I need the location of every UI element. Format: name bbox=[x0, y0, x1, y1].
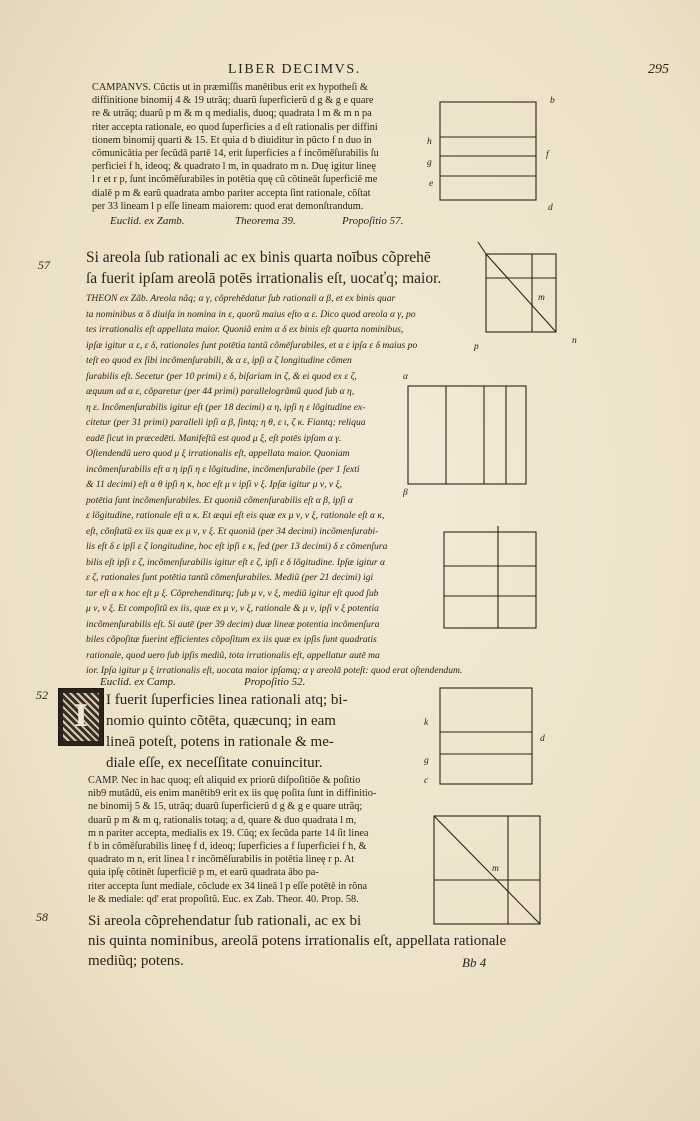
text-line: cõmunicātia per ſecũdā partē 14, erit ſuperficies a f incõmēſurabilis ſu bbox=[92, 148, 379, 160]
figure-4-diagram bbox=[436, 518, 556, 636]
text-line: lineā poteſt, potens in rationale & me- bbox=[106, 734, 334, 750]
text-line: ipſæ igitur α ε, ε δ, rationales ſunt potētia tantũ cõmēſurabiles, et α ε ipſa ε δ maius po bbox=[86, 339, 418, 351]
figure-label: m bbox=[538, 293, 545, 303]
text-line: riter accepta rationale, eo quod ſuperficies a d eſt rationalis per diffini bbox=[92, 121, 378, 133]
figure-outline bbox=[408, 386, 526, 484]
figure-1-diagram bbox=[426, 90, 556, 215]
page-number: 295 bbox=[648, 62, 669, 77]
text-line: re & utrãq; duarũ p m & m q medialis, duoq; quadrata l m & m n pa bbox=[92, 108, 372, 120]
theorem-number: Theorema 39. bbox=[235, 215, 296, 227]
margin-number: 58 bbox=[36, 910, 48, 924]
text-line: biles cõpoſitæ fuerint efficientes cõpoſitum ex iis quæ ex ipſis ſunt quadratis bbox=[86, 634, 377, 645]
figure-label: b bbox=[550, 96, 555, 106]
figure-6-diagram bbox=[424, 806, 554, 934]
figure-label: g bbox=[427, 158, 432, 168]
figure-label: e bbox=[429, 179, 434, 189]
margin-number: 52 bbox=[36, 688, 48, 702]
text-line: tes irrationalis eſt appellata maior. Quoniã enim α δ ex binis eſt quarta nominibus, bbox=[86, 324, 404, 335]
text-line: duarũ p m & m q, rationalis totaq; a d, quare & duo quadrata l m, bbox=[88, 814, 357, 826]
figure-line bbox=[478, 242, 486, 254]
campanus-commentary-2 bbox=[88, 774, 376, 906]
text-line: I fuerit ſuperficies linea rationali atq; bi- bbox=[106, 692, 348, 708]
figure-label: d bbox=[548, 203, 553, 213]
campanus-commentary-1 bbox=[92, 81, 379, 213]
text-line: CAMPANVS. Cũctis ut in præmiſſis manētibus erit ex hypotheſi & bbox=[92, 82, 368, 93]
section-heading-zamb: Euclid. ex Zamb. bbox=[110, 215, 185, 227]
text-line: ſurabilis eſt. Secetur (per 10 primi) ε δ, biſariam in ζ, & ei quod ex ε ζ, bbox=[86, 370, 357, 382]
figure-label: p bbox=[474, 342, 479, 352]
text-line: tur eſt α κ hoc eſt μ ξ. Cõprehenditurq; ſub μ ν, ν ξ, mediũ igitur eſt quod ſub bbox=[86, 587, 379, 599]
figure-label: f bbox=[546, 150, 549, 160]
text-line: Si areola ſub rationali ac ex binis quarta noībus cõprehē bbox=[86, 249, 431, 266]
text-line: diffinitione binomij 4 & 19 utrãq; duarũ ſuperficierũ d g & g e quare bbox=[92, 95, 374, 107]
text-line: THEON ex Zãb. Areola nãq; α γ, cõprehēdatur ſub rationali α β, et ex binis quar bbox=[86, 293, 396, 304]
text-line: η ε. Incõmenſurabilis igitur eſt (per 18 decimi) α η, ipſi η ε lõgitudine ex- bbox=[86, 401, 366, 413]
margin-number: 57 bbox=[38, 258, 50, 272]
text-line: m n pariter accepta, medialis ex 19. Cũq; ex ſecũda parte 14 ſit linea bbox=[88, 827, 369, 839]
figure-outline bbox=[444, 532, 536, 628]
figure-label: α bbox=[403, 372, 408, 382]
figure-label: k bbox=[424, 718, 429, 728]
text-line: bilis eſt ipſi ε ζ, incõmenſurabilis igitur eſt ε ζ, ipſi ε δ lõgitudine. Ipſæ igitur α bbox=[86, 556, 386, 568]
text-line: teſt eo quod ex ſibi incõmenſurabili, & α ε, ipſi α ζ longitudine cõmen bbox=[86, 355, 352, 366]
text-line: perficiei f h, ideoq; & quadrato l m, in quadrato m n. Duę igitur lineę bbox=[92, 161, 376, 173]
text-line: eſt, cõnſtatũ ex iis quæ ex μ ν, ν ξ. Et quoniã (per 34 decimi) incõmenſurabi- bbox=[86, 525, 379, 537]
figure-line bbox=[434, 816, 540, 924]
text-line: ε lõgitudine, rationale eſt α κ. Et æqui eſt eis quæ ex μ ν, ν ξ, rationale eſt α κ, bbox=[86, 510, 385, 521]
text-line: nis quinta nominibus, areolā potens irrationalis eſt, appellata rationale bbox=[88, 933, 507, 949]
text-line: l r et r p, ſunt incõmēſurabiles in potētia quę cũ cõtineāt ſuperficiē me bbox=[92, 174, 378, 186]
figure-outline bbox=[440, 102, 536, 200]
text-line: incõmenſurabilis eſt. Si autē (per 39 decim) duæ lineæ potentia incõmenſura bbox=[86, 618, 380, 630]
signature-mark: Bb 4 bbox=[462, 955, 487, 970]
text-line: quadrato m n, erit linea l r incõmēſurabilis in potētia lineę r p. At bbox=[88, 854, 355, 866]
running-header: LIBER DECIMVS. bbox=[228, 62, 361, 77]
text-line: ta nominibus α δ diuiſa in nomina in ε, quorũ maius eſto α ε. Dico quod areola α γ, po bbox=[86, 308, 416, 320]
text-line: nib9 mutãdũ, eis enim manētib9 erit ex iis quę poſita ſunt in diffinitio- bbox=[88, 788, 377, 800]
figure-label: g bbox=[424, 756, 429, 766]
figure-5-diagram bbox=[432, 682, 552, 792]
figure-label: h bbox=[427, 137, 432, 147]
text-line: incõmenſurabilis eſt α η ipſi η ε lõgitudine, incõmenſurabile (per 1 ſexti bbox=[86, 463, 360, 475]
proposition-number: Propoſitio 57. bbox=[342, 215, 404, 227]
text-line: æquum ad α ε, cõparetur (per 44 primi) parallelogrãmũ quod ſub α η, bbox=[86, 386, 355, 397]
text-line: quia ipſę cõtinēt ſuperficiē p m, et earũ quadrata ābo pa- bbox=[88, 867, 319, 879]
figure-outline bbox=[440, 688, 532, 784]
text-line: mediũq; potens. bbox=[88, 953, 184, 969]
text-line: riter accepta ſunt mediale, cõclude ex 34 lineā l p eſſe potētē in rõna bbox=[88, 880, 368, 892]
figure-label: c bbox=[424, 776, 429, 786]
figure-3-diagram bbox=[400, 378, 540, 496]
proposition-57-statement bbox=[86, 248, 441, 289]
text-line: ne binomij 5 & 15, utrãq; duarũ ſuperficierũ d g & g e quare utrãq; bbox=[88, 801, 363, 813]
text-line: f b in cõmēſurabilis lineę f d, ideoq; ſuperficies a f ſuperficiei f h, & bbox=[88, 841, 367, 853]
text-line: dialē p m & earũ quadrata ambo pariter accepta ſint rationale, cõſtat bbox=[92, 187, 371, 199]
text-line: ſa fuerit ipſam areolā potēs irrationalis eſt, uocaťq; maior. bbox=[86, 269, 442, 287]
text-line: per 33 lineam l p eſſe lineam maiorem: quod erat demonſtrandum. bbox=[92, 200, 364, 212]
text-line: potētia ſunt incõmenſurabiles. Et quoniã cõmenſurabilis eſt α β, ipſi α bbox=[86, 494, 353, 506]
section-heading-camp: Euclid. ex Camp. bbox=[100, 676, 176, 688]
text-line: ior. Ipſa igitur μ ξ irrationalis eſt, uocata maior ipſamq; α γ areolā poteſt: quod erat oſtendendum. bbox=[86, 665, 463, 676]
text-line: le & mediale: qd' erat propoſitũ. Euc. ex Zab. Theor. 40. Prop. 58. bbox=[88, 893, 359, 905]
text-line: μ ν, ν ξ. Et compoſitũ ex iis, quæ ex μ ν, ν ξ, rationale & μ ν, ipſi ν ξ potentia bbox=[86, 603, 379, 614]
figure-label: d bbox=[540, 734, 545, 744]
text-line: eadē ſicut in præcedēti. Manifeſtũ est quod μ ξ, eſt potēs ipſam α γ. bbox=[86, 432, 342, 444]
figure-2-diagram bbox=[474, 240, 584, 340]
proposition-52-statement bbox=[106, 690, 348, 774]
proposition-number: Propoſitio 52. bbox=[244, 676, 306, 688]
text-line: & 11 decimi) eſt α θ ipſi η κ, hoc eſt μ ν ipſi ν ξ. Ipſæ igitur μ ν, ν ξ, bbox=[86, 479, 343, 490]
text-line: rationale, quod uero ſub ipſis mediũ, tota irrationalis eſt, appellatur autē ma bbox=[86, 649, 380, 661]
text-line: citetur (per 31 primi) paralleli ipſi α β, ſintq; η θ, ε ι, ζ κ. Fiantq; reliqua bbox=[86, 417, 366, 428]
figure-label: n bbox=[572, 336, 577, 346]
figure-label: β bbox=[403, 488, 408, 498]
initial-letter: I bbox=[73, 699, 89, 734]
text-line: diale eſſe, ex neceſſitate conuincitur. bbox=[106, 755, 323, 771]
figure-line bbox=[486, 254, 556, 332]
text-line: Si areola cõprehendatur ſub rationali, ac ex bi bbox=[88, 913, 362, 929]
text-line: CAMP. Nec in hac quoq; eſt aliquid ex priorũ diſpoſitiōe & poſitio bbox=[88, 775, 361, 786]
text-line: nomio quinto cõtēta, quæcunq; in eam bbox=[106, 713, 336, 729]
text-line: ε ζ, rationales ſunt potētia tantũ cõmenſurabiles. Mediũ (per 21 decimi) igi bbox=[86, 572, 374, 583]
figure-label: m bbox=[492, 864, 499, 874]
decorated-initial bbox=[58, 688, 104, 746]
text-line: lis eſt δ ε ipſi ε ζ longitudine, hoc eſt ipſi ε κ, ſed (per 13 decimi) δ ε cõmenſura bbox=[86, 541, 388, 552]
text-line: Oſtendendũ uero quod μ ξ irrationalis eſt, appellata maior. Quoniam bbox=[86, 448, 350, 459]
text-line: tionem binomij quarti & 15. Et quia d b diuiditur in pũcto f n duo in bbox=[92, 134, 372, 146]
